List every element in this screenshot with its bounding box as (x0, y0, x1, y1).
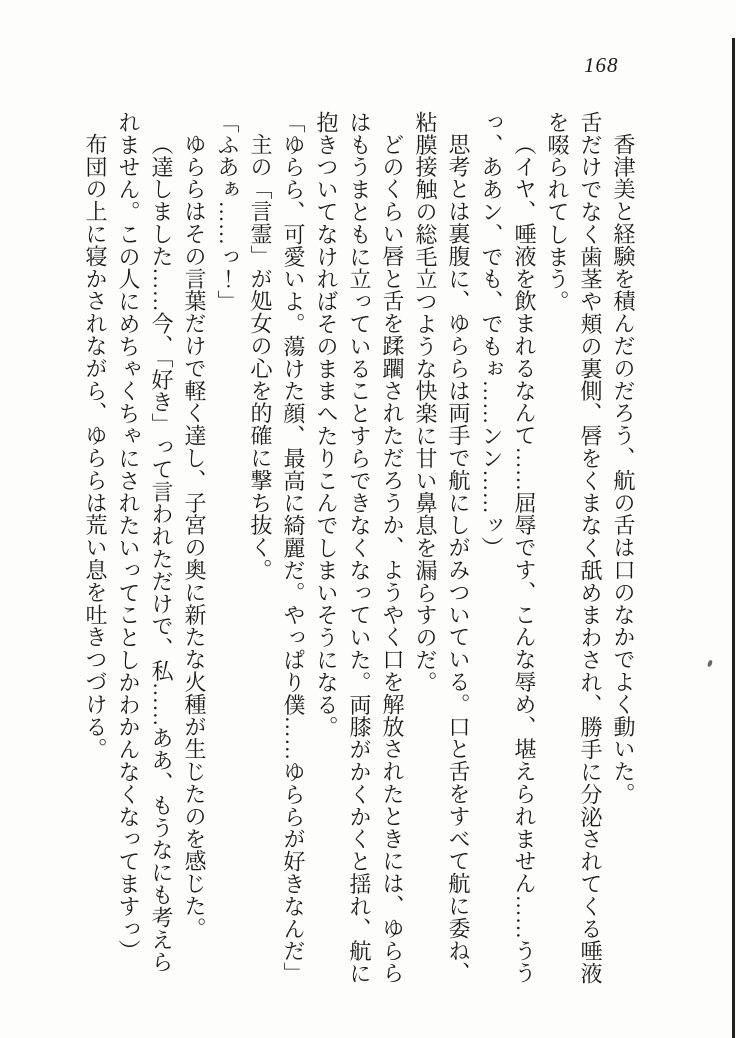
text-block (60, 111, 640, 987)
paragraph: どのくらい唇と舌を蹂躙されただろうか、ようやく口を解放されたときには、ゆららはもうまともに立っていることすらできなくなっていた。両膝がかくかくと揺れ、航に抱きついてなければそのままへたりこんでしまいそうになる。 (314, 111, 405, 985)
paragraph: ゆららはその言葉だけで軽く達し、子宮の奥に新たな火種が生じたのを感じた。 (182, 133, 207, 940)
paragraph: 「ゆらら、可愛いよ。蕩けた顔、最高に綺麗だ。やっぱり僕……ゆららが好きなんだ」 (281, 111, 306, 985)
scan-speck (707, 660, 713, 668)
paragraph: 主の「言霊」が処女の心を的確に撃ち抜く。 (248, 133, 273, 581)
paragraph: 布団の上に寝かされながら、ゆららは荒い息を吐きつづける。 (83, 133, 108, 761)
paragraph: （達しました……今、「好き」って言われただけで、私……ああ、もうなにも考えられません。この人にめちゃくちゃにされたいってことしかわかんなくなってますっ） (116, 111, 174, 974)
paragraph: 香津美と経験を積んだのだろう、航の舌は口のなかでよく動いた。 (611, 133, 636, 805)
paragraph: 「ふあぁ……っ！」 (215, 111, 240, 313)
page-edge-line (732, 38, 735, 1038)
paragraph: 思考とは裏腹に、ゆららは両手で航にしがみついている。口と舌をすべて航に委ね、粘膜接触の総毛立つような快楽に甘い鼻息を漏らすのだ。 (413, 111, 471, 985)
paragraph: （イヤ、唾液を飲まれるなんて……屈辱です、こんな辱め、堪えられません……ううっ、ああン、でも、でもぉ……ンン……ッ） (479, 111, 537, 985)
paragraph: 舌だけでなく歯茎や頬の裏側、唇をくまなく舐めまわされ、勝手に分泌されてくる唾液を啜られてしまう。 (545, 111, 603, 985)
page-number: 168 (584, 53, 619, 77)
